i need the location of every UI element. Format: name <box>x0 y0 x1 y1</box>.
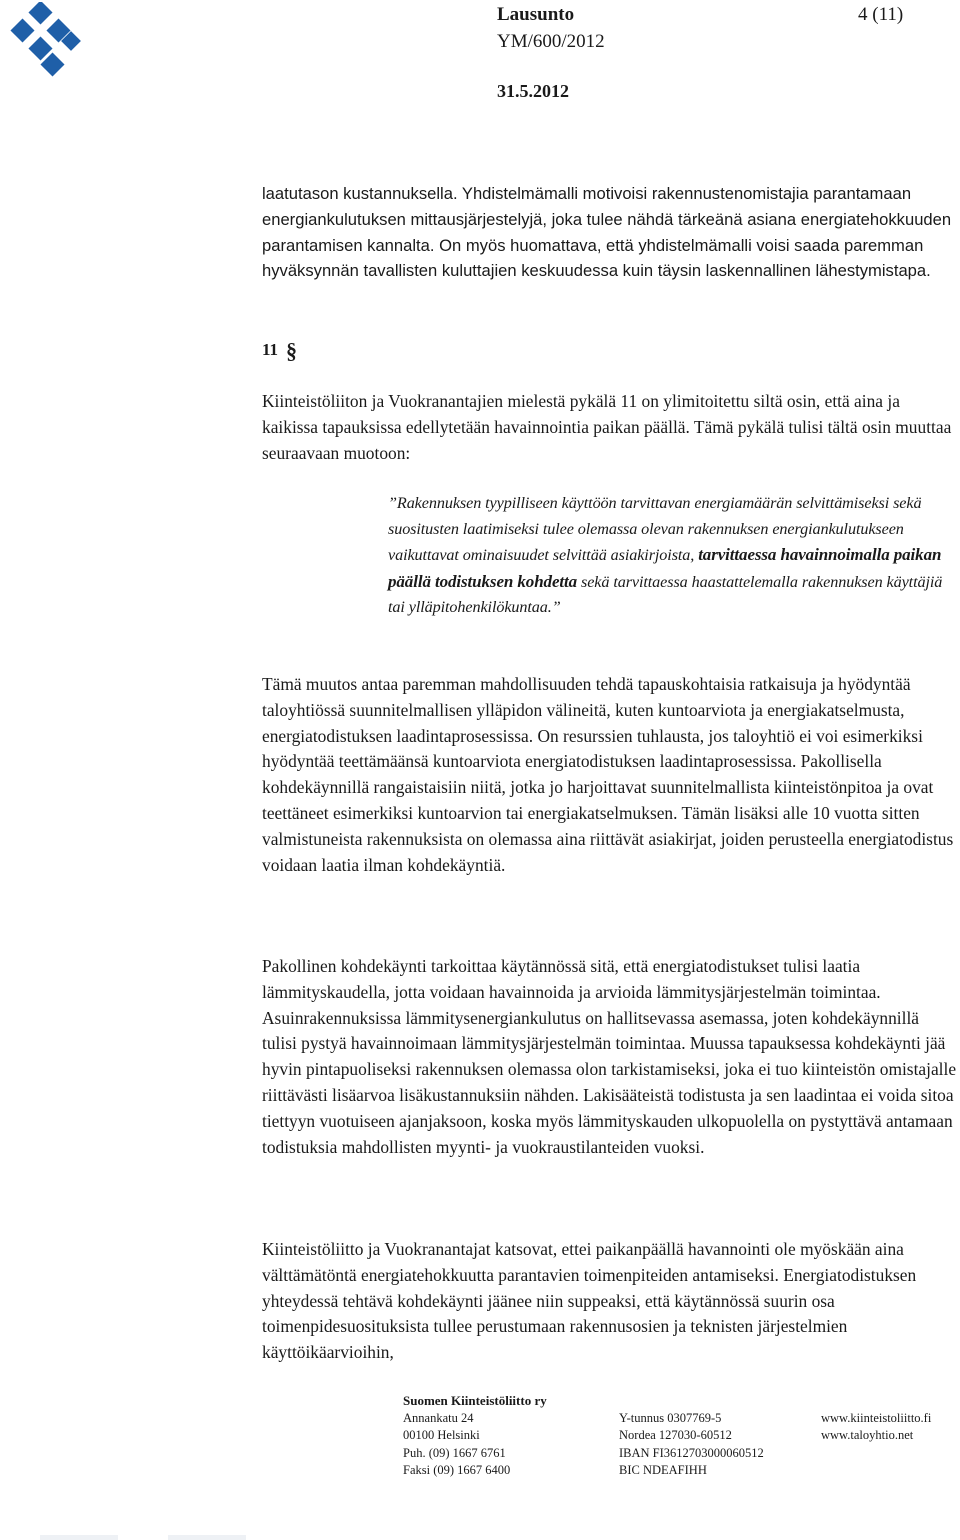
footer-business-id: Y-tunnus 0307769-5 <box>619 1410 722 1425</box>
section-sign-icon <box>284 338 304 362</box>
page-number: 4 (11) <box>858 4 904 25</box>
svg-text:§: § <box>286 338 298 362</box>
document-reference: YM/600/2012 <box>497 31 605 52</box>
paragraph-4: Pakollinen kohdekäynti tarkoittaa käytännössä sitä, että energiatodistukset tulisi laatia lämmityskaudella, jotta voidaan havainnoida ja arvioida lämmitysjärjestelmän toimintaa. Asuinrakennuksissa lämmitysenergiankulutus on hallitsevassa asemassa, joten kohdekäynnillä tulisi pystyä havainnoimaan lämmitysjärjestelmän toimintaa. Muussa tapauksessa kohdekäynti jää hyvin pintapuoliseksi rakennuksen olemassa olon tarkistamiseksi, joka ei tuo kiinteistön omistajalle riittävästi lisäarvoa lisäkustannuksiin nähden. Lakisääteistä todistusta ja sen laadintaa ei voida sitoa tiettyyn vuotuiseen ajanjaksoon, koska myös lämmityskauden ulkopuolella on pystyttävä antamaan todistuksia mahdollisten myynti- ja vuokraustilanteiden vuoksi. <box>262 956 957 1157</box>
footer-fax: Faksi (09) 1667 6400 <box>403 1463 511 1478</box>
footer-website-1[interactable]: www.kiinteistoliitto.fi <box>821 1410 932 1425</box>
section-number: 11 <box>262 340 279 359</box>
quote-text-part-2: sekä tarvittaessa haastattelemalla rakennuksen käyttäjiä tai ylläpitohenkilökuntaa.” <box>388 572 943 617</box>
paragraph-5: Kiinteistöliitto ja Vuokranantajat katsovat, ettei paikanpäällä havannointi ole myöskään aina välttämätöntä energiatehokkuutta parantavien toimenpiteiden antamiseksi. Energiatodistuksen yhteydessä tehtävä kohdekäynti jäänee niin suppeaksi, että käytännössä suurin osa toimenpidesuosituksista tullee perustumaan rakennusosien ja teknisten järjestelmien käyttöikäarvioihin, <box>262 1239 917 1363</box>
footer-phone: Puh. (09) 1667 6761 <box>403 1445 506 1460</box>
footer-street: Annankatu 24 <box>403 1410 474 1425</box>
footer-bank <box>619 1410 764 1480</box>
footer-website-2[interactable]: www.taloyhtio.net <box>821 1428 914 1443</box>
paragraph-3: Tämä muutos antaa paremman mahdollisuuden tehdä tapauskohtaisia ratkaisuja ja hyödyntää taloyhtiössä suunnitelmallisen ylläpidon välineitä, kuten kuntoarviota ja energiakatselmusta, energiatodistuksen laadintaprosessissa. On resurssien tuhlausta, jos taloyhtiö ei voi esimerkiksi hyödyntää teettämäänsä kuntoarviota energiatodistuksen laadintaprosessissa. Pakollisella kohdekäynnillä rangaistaisiin niitä, jotka jo harjoittavat suunnitelmallista kiinteistönpitoa ja ovat teettäneet esimerkiksi kuntoarvion tai energiakatselmuksen. Tämän lisäksi alle 10 vuotta sitten valmistuneista rakennuksista on olemassa aina riittävät asiakirjat, joiden perusteella energiatodistus voidaan laatia ilman kohdekäyntiä. <box>262 674 954 875</box>
footer-iban: IBAN FI3612703000060512 <box>619 1445 764 1460</box>
page-edge-divider <box>168 1535 246 1540</box>
section-heading <box>262 338 304 362</box>
document-type: Lausunto <box>497 4 575 25</box>
footer-address <box>403 1392 547 1480</box>
page-edge-divider <box>40 1535 118 1540</box>
paragraph-2: Kiinteistöliiton ja Vuokranantajien mielestä pykälä 11 on ylimitoitettu siltä osin, että aina ja kaikissa tapauksissa edellytetään havainnointia paikan päällä. Tämä pykälä tulisi tältä osin muuttaa seuraavaan muotoon: <box>262 391 952 463</box>
footer-web <box>821 1410 931 1445</box>
organization-logo-icon <box>2 2 82 82</box>
proposed-wording-quote <box>388 491 960 621</box>
footer-org-name: Suomen Kiinteistöliitto ry <box>403 1393 547 1408</box>
document-date: 31.5.2012 <box>497 81 569 101</box>
quote-emphasis: tarvittaessa havainnoimalla paikan päällä todistuksen kohdetta <box>388 545 942 591</box>
paragraph-1: laatutason kustannuksella. Yhdistelmämalli motivoisi rakennustenomistajia parantamaan energiankulutuksen mittausjärjestelyjä, joka tulee nähdä tärkeänä asiana energiatehokkuuden parantamisen kannalta. On myös huomattava, että yhdistelmämalli voisi saada paremman hyväksynnän tavallisten kuluttajien keskuudessa kuin täysin laskennallinen lähestymistapa. <box>262 184 952 281</box>
footer-bank-account: Nordea 127030-60512 <box>619 1428 732 1443</box>
quote-text-part-1: ”Rakennuksen tyypilliseen käyttöön tarvittavan energiamäärän selvittämiseksi sekä suositusten laatimiseksi tulee olemassa olevan rakennuksen energiankulutukseen vaikuttavat ominaisuudet selvittää asiakirjoista, <box>388 494 922 565</box>
footer-postal: 00100 Helsinki <box>403 1428 480 1443</box>
footer-bic: BIC NDEAFIHH <box>619 1463 707 1478</box>
